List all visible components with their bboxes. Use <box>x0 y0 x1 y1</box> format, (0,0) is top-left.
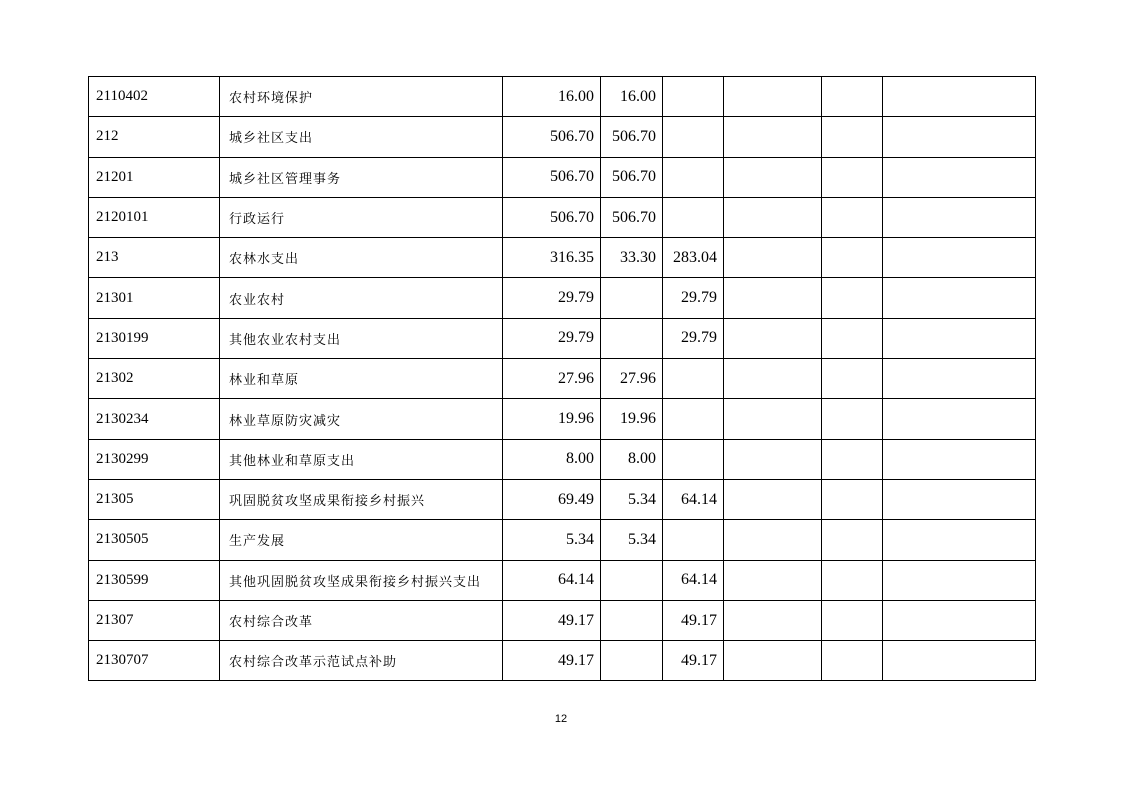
cell-total: 506.70 <box>503 117 601 157</box>
cell-code: 2130199 <box>89 318 220 358</box>
table-body <box>89 77 1036 681</box>
cell-col6 <box>724 439 822 479</box>
cell-col8 <box>883 318 1036 358</box>
cell-col6 <box>724 560 822 600</box>
cell-basic <box>601 600 663 640</box>
cell-total: 69.49 <box>503 479 601 519</box>
cell-col6 <box>724 238 822 278</box>
cell-col7 <box>822 197 883 237</box>
cell-name: 生产发展 <box>220 520 503 560</box>
cell-project: 64.14 <box>663 560 724 600</box>
budget-table <box>88 76 1036 681</box>
table-row <box>89 238 1036 278</box>
cell-col7 <box>822 600 883 640</box>
cell-total: 49.17 <box>503 600 601 640</box>
cell-col8 <box>883 197 1036 237</box>
cell-project: 49.17 <box>663 600 724 640</box>
cell-project: 64.14 <box>663 479 724 519</box>
cell-col6 <box>724 359 822 399</box>
cell-total: 49.17 <box>503 641 601 681</box>
cell-project: 29.79 <box>663 278 724 318</box>
cell-name: 农村综合改革示范试点补助 <box>220 641 503 681</box>
cell-col7 <box>822 560 883 600</box>
cell-code: 2130707 <box>89 641 220 681</box>
cell-col6 <box>724 117 822 157</box>
cell-project: 29.79 <box>663 318 724 358</box>
cell-total: 29.79 <box>503 278 601 318</box>
cell-basic: 33.30 <box>601 238 663 278</box>
cell-col6 <box>724 197 822 237</box>
cell-total: 19.96 <box>503 399 601 439</box>
cell-basic: 8.00 <box>601 439 663 479</box>
cell-code: 21307 <box>89 600 220 640</box>
cell-code: 2130299 <box>89 439 220 479</box>
cell-name: 巩固脱贫攻坚成果衔接乡村振兴 <box>220 479 503 519</box>
cell-col7 <box>822 77 883 117</box>
table-row <box>89 641 1036 681</box>
cell-col7 <box>822 157 883 197</box>
cell-col8 <box>883 77 1036 117</box>
cell-total: 506.70 <box>503 157 601 197</box>
cell-project: 283.04 <box>663 238 724 278</box>
cell-code: 213 <box>89 238 220 278</box>
table-row <box>89 479 1036 519</box>
cell-total: 64.14 <box>503 560 601 600</box>
table-row <box>89 157 1036 197</box>
cell-name: 林业草原防灾减灾 <box>220 399 503 439</box>
cell-col7 <box>822 359 883 399</box>
cell-col8 <box>883 359 1036 399</box>
cell-code: 212 <box>89 117 220 157</box>
table-row <box>89 439 1036 479</box>
cell-basic: 506.70 <box>601 157 663 197</box>
cell-code: 21201 <box>89 157 220 197</box>
cell-col8 <box>883 238 1036 278</box>
cell-name: 其他农业农村支出 <box>220 318 503 358</box>
cell-col6 <box>724 278 822 318</box>
cell-total: 316.35 <box>503 238 601 278</box>
cell-col8 <box>883 117 1036 157</box>
table-row <box>89 399 1036 439</box>
cell-code: 2120101 <box>89 197 220 237</box>
table-row <box>89 197 1036 237</box>
cell-project <box>663 520 724 560</box>
cell-col7 <box>822 520 883 560</box>
cell-project <box>663 117 724 157</box>
cell-col8 <box>883 641 1036 681</box>
cell-col7 <box>822 117 883 157</box>
cell-name: 农村环境保护 <box>220 77 503 117</box>
cell-basic <box>601 278 663 318</box>
cell-col7 <box>822 439 883 479</box>
cell-project <box>663 439 724 479</box>
cell-col7 <box>822 238 883 278</box>
cell-project <box>663 399 724 439</box>
cell-project: 49.17 <box>663 641 724 681</box>
cell-total: 16.00 <box>503 77 601 117</box>
cell-col8 <box>883 479 1036 519</box>
cell-col8 <box>883 560 1036 600</box>
cell-col8 <box>883 600 1036 640</box>
cell-code: 2110402 <box>89 77 220 117</box>
cell-basic: 16.00 <box>601 77 663 117</box>
cell-col8 <box>883 439 1036 479</box>
cell-total: 8.00 <box>503 439 601 479</box>
cell-code: 2130505 <box>89 520 220 560</box>
table-row <box>89 520 1036 560</box>
cell-col8 <box>883 278 1036 318</box>
table-row <box>89 560 1036 600</box>
cell-name: 其他巩固脱贫攻坚成果衔接乡村振兴支出 <box>220 560 503 600</box>
cell-code: 21305 <box>89 479 220 519</box>
cell-project <box>663 359 724 399</box>
cell-col6 <box>724 157 822 197</box>
cell-code: 21301 <box>89 278 220 318</box>
cell-col8 <box>883 520 1036 560</box>
table-row <box>89 318 1036 358</box>
cell-project <box>663 77 724 117</box>
page-number: 12 <box>554 713 568 725</box>
cell-name: 其他林业和草原支出 <box>220 439 503 479</box>
table-row <box>89 600 1036 640</box>
cell-name: 城乡社区支出 <box>220 117 503 157</box>
cell-col6 <box>724 318 822 358</box>
cell-total: 506.70 <box>503 197 601 237</box>
cell-col6 <box>724 399 822 439</box>
cell-name: 农林水支出 <box>220 238 503 278</box>
cell-col7 <box>822 278 883 318</box>
cell-code: 2130599 <box>89 560 220 600</box>
cell-col6 <box>724 479 822 519</box>
table-row <box>89 117 1036 157</box>
cell-col8 <box>883 399 1036 439</box>
cell-total: 27.96 <box>503 359 601 399</box>
table-row <box>89 278 1036 318</box>
cell-col7 <box>822 641 883 681</box>
cell-basic <box>601 560 663 600</box>
cell-basic <box>601 318 663 358</box>
cell-col7 <box>822 318 883 358</box>
cell-col6 <box>724 520 822 560</box>
table-row <box>89 77 1036 117</box>
cell-col6 <box>724 641 822 681</box>
table-row <box>89 359 1036 399</box>
cell-basic: 5.34 <box>601 520 663 560</box>
cell-name: 农村综合改革 <box>220 600 503 640</box>
cell-code: 2130234 <box>89 399 220 439</box>
cell-col6 <box>724 77 822 117</box>
cell-basic: 5.34 <box>601 479 663 519</box>
cell-basic: 19.96 <box>601 399 663 439</box>
cell-project <box>663 157 724 197</box>
cell-basic: 27.96 <box>601 359 663 399</box>
cell-name: 行政运行 <box>220 197 503 237</box>
cell-total: 5.34 <box>503 520 601 560</box>
cell-name: 林业和草原 <box>220 359 503 399</box>
cell-col8 <box>883 157 1036 197</box>
cell-basic <box>601 641 663 681</box>
cell-basic: 506.70 <box>601 117 663 157</box>
cell-basic: 506.70 <box>601 197 663 237</box>
cell-col7 <box>822 399 883 439</box>
cell-total: 29.79 <box>503 318 601 358</box>
cell-name: 农业农村 <box>220 278 503 318</box>
cell-code: 21302 <box>89 359 220 399</box>
cell-col6 <box>724 600 822 640</box>
cell-col7 <box>822 479 883 519</box>
cell-project <box>663 197 724 237</box>
cell-name: 城乡社区管理事务 <box>220 157 503 197</box>
